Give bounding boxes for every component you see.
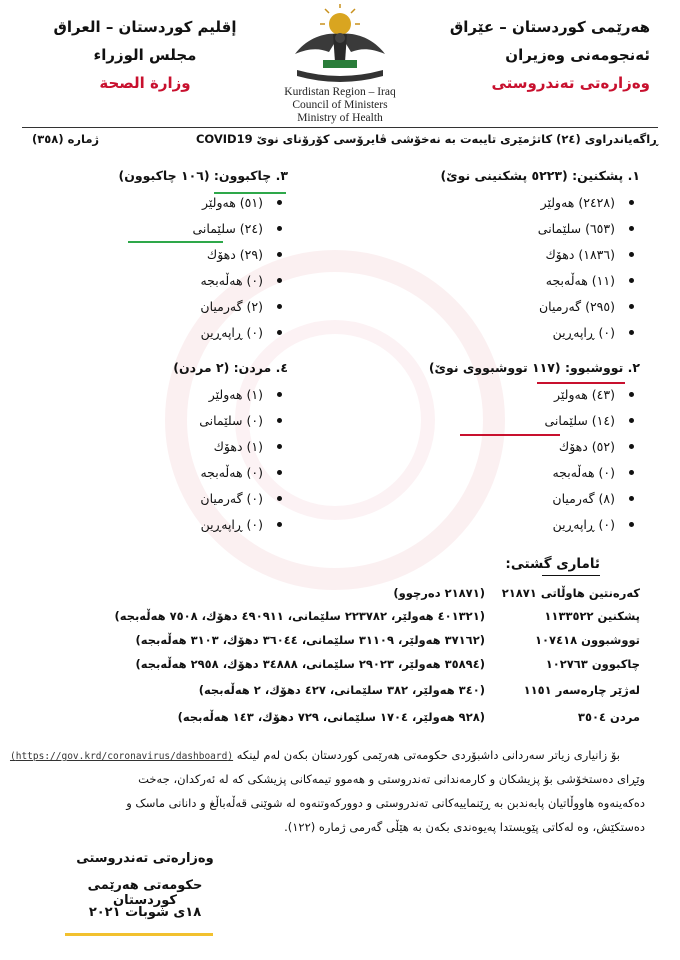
list-item: (٠) ڕاپەڕین [48,319,288,345]
bullet-icon [277,226,282,231]
header-kurdish [410,18,650,102]
list-item: (٠) سلێمانی [48,407,288,433]
signature-date: ١٨ی شوبات ٢٠٢١ [88,905,202,920]
header-council-en: Council of Ministers [292,99,388,111]
header-arabic [30,18,260,102]
bullet-icon [277,418,282,423]
header-ministry-ku: وەزارەتی تەندروستی [491,74,650,92]
bullet-icon [277,252,282,257]
stat-detail: (٢١٨٧١ دەرچوو) [393,586,485,600]
section-heading-infected: ٢. تووشبوو: (١١٧ تووشبووی نوێ) [428,360,640,375]
signature-government: حکومەتی هەرێمی کوردستان [87,878,203,908]
header-region-ar: إقليم كوردستان – العراق [53,18,237,36]
bullet-icon [629,330,634,335]
stat-label: تووشبوون ١٠٧٤١٨ [535,633,640,647]
bullet-icon [629,200,634,205]
bullet-icon [629,304,634,309]
list-item: (٠) هەڵەبجە [48,267,288,293]
bullet-icon [277,444,282,449]
list-item: (٠) هەڵەبجە [48,459,288,485]
general-stats-underline [542,575,600,576]
list-item: (٢٤٢٨) هەولێر [380,189,640,215]
note-text: بۆ زانیاری زیاتر سەردانی داشبۆردی حکومەتی هەرێمی کوردستان بکەن لەم لینکە [236,748,620,762]
stat-detail: (٤٠١٣٢١ هەولێر، ٢٢٣٧٨٢ سلێمانی، ٤٩٠٩١١ دهۆك، ٧٥٠٨ هەڵەبجە) [114,609,485,623]
list-item: (١٤) سلێمانی [380,407,640,433]
list-item: (١) هەولێر [48,381,288,407]
table-row [100,683,640,705]
header-ministry-en: Ministry of Health [297,112,383,124]
bullet-icon [629,470,634,475]
title-row [22,132,658,152]
header-ministry-ar: وزارة الصحة [99,74,191,92]
list-item: (٥٢) دهۆك [380,433,640,459]
header-region-en: Kurdistan Region – Iraq [284,86,396,98]
section-tests [380,168,640,345]
kurdistan-emblem-icon [285,4,395,86]
bullet-icon [277,522,282,527]
table-row [100,586,640,608]
bullet-icon [629,278,634,283]
stat-label: پشکنین ١١٣٣٥٢٢ [544,609,640,623]
bullet-icon [277,470,282,475]
list-item: (٠) گەرمیان [48,485,288,511]
list-item: (٢) گەرمیان [48,293,288,319]
bullet-icon [629,392,634,397]
list-item: (٠) ڕاپەڕین [380,511,640,537]
bullet-icon [277,392,282,397]
highlight-underline-red [537,382,625,384]
section-recovered [48,168,288,345]
section-deaths [48,360,288,537]
list-item: (٢٤) سلێمانی [48,215,288,241]
document-number: ژمارە (٣٥٨) [32,132,100,146]
list-item: (٨) گەرمیان [380,485,640,511]
stat-label: مردن ٣٥٠٤ [577,710,640,724]
bullet-icon [629,496,634,501]
bullet-icon [629,522,634,527]
section-heading-deaths: ٤. مردن: (٢ مردن) [173,360,288,375]
highlight-underline-red [460,434,560,436]
bullet-icon [277,304,282,309]
bullet-icon [629,418,634,423]
stat-detail: (٣٤٠ هەولێر، ٣٨٢ سلێمانی، ٤٢٧ دهۆك، ٢ هەڵەبجە) [198,683,485,697]
table-row [100,657,640,679]
bullet-icon [277,330,282,335]
list-item: (٢٩) دهۆك [48,241,288,267]
list-item: (١٨٣٦) دهۆك [380,241,640,267]
list-item: (٠) ڕاپەڕین [48,511,288,537]
header-english [255,86,425,125]
note-line-2: وێڕای دەستخۆشی بۆ پزیشکان و کارمەندانی تەندروستی و هەموو تیمەکانی پزیشکی کە لە ئەرکدان، جەخت [138,772,645,786]
section-heading-recovered: ٣. چاکبوون: (١٠٦ چاکبوون) [118,168,288,183]
page-title: ڕاگەیاندراوی (٢٤) کاتژمێری تایبەت بە نەخۆشی ڤایرۆسی کۆرۆنای نوێ COVID19 [195,132,658,146]
bullet-icon [277,496,282,501]
table-row [100,609,640,631]
table-row [100,710,640,732]
list-item: (٠) هەڵەبجە [380,459,640,485]
dashboard-link[interactable]: (https://gov.krd/coronavirus/dashboard) [9,751,234,762]
highlight-underline-green [214,192,286,194]
table-row [100,633,640,655]
list-item: (٦٥٣) سلێمانی [380,215,640,241]
list-item: (١١) هەڵەبجە [380,267,640,293]
bullet-icon [629,444,634,449]
header-region-ku: هەرێمی کوردستان – عێراق [449,18,650,36]
list-item: (٤٣) هەولێر [380,381,640,407]
stat-detail: (٣٧١٦٢ هەولێر، ٣١١٠٩ سلێمانی، ٣٦٠٤٤ دهۆك، ٣١٠٣ هەڵەبجە) [135,633,485,647]
note-line-3: دەکەینەوە هاووڵاتیان پابەندبن بە ڕێنماییەکانی تەندروستی و دوورکەوتنەوە لە شوێنی قەڵەباڵغ و دانانی ماسک و [126,796,645,810]
highlight-underline-yellow [65,933,213,936]
header-council-ku: ئەنجومەنی وەزیران [505,46,650,64]
list-item: (١) دهۆك [48,433,288,459]
signature-ministry: وەزارەتی تەندروستی [76,851,214,866]
stat-label: چاکبوون ١٠٢٧٦٣ [545,657,640,671]
section-infected [380,360,640,537]
note-line-4: دەستکێش، وە لەکاتی پێویستدا پەیوەندی بکەن بە هێڵی گەرمی ژمارە (١٢٢). [284,820,645,834]
header-divider [22,127,658,128]
stat-label: لەژێر چارەسەر ١١٥١ [523,683,640,697]
list-item: (٢٩٥) گەرمیان [380,293,640,319]
list-item: (٥١) هەولێر [48,189,288,215]
highlight-underline-green [128,241,223,243]
header-council-ar: مجلس الوزراء [93,46,197,64]
stat-detail: (٩٢٨ هەولێر، ١٧٠٤ سلێمانی، ٧٢٩ دهۆك، ١٤٣ هەڵەبجە) [177,710,485,724]
note-line-1 [10,748,620,762]
stat-label: کەرەنتین هاوڵاتی ٢١٨٧١ [501,586,640,600]
list-item: (٠) ڕاپەڕین [380,319,640,345]
bullet-icon [277,200,282,205]
general-stats-heading: ئاماری گشتی: [505,556,600,572]
stat-detail: (٣٥٨٩٤ هەولێر، ٢٩٠٢٣ سلێمانی، ٣٤٨٨٨ دهۆك، ٢٩٥٨ هەڵەبجە) [135,657,485,671]
bullet-icon [629,252,634,257]
bullet-icon [629,226,634,231]
bullet-icon [277,278,282,283]
section-heading-tests: ١. پشکنین: (٥٢٢٣ پشکنینی نوێ) [440,168,640,183]
